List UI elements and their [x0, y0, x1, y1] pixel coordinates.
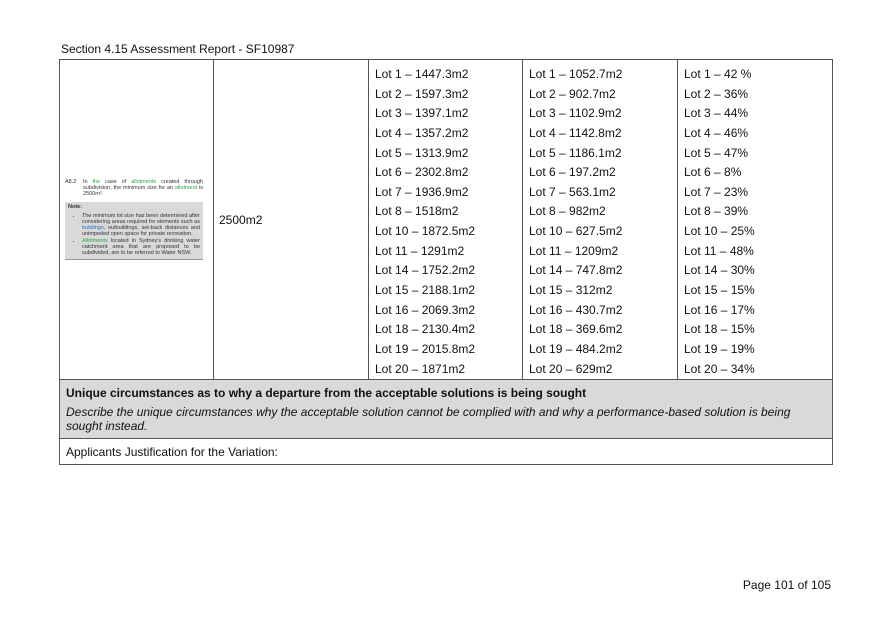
lot-entry: Lot 10 – 1872.5m2 — [375, 224, 476, 239]
lot-entry: Lot 6 – 2302.8m2 — [375, 165, 469, 180]
lot-entry: Lot 18 – 369.6m2 — [529, 322, 623, 337]
lot-entry: Lot 3 – 44% — [684, 106, 749, 121]
lot-entry: Lot 14 – 30% — [684, 263, 755, 278]
lot-entry: Lot 4 – 1357.2m2 — [375, 125, 469, 140]
lot-entry: Lot 2 – 902.7m2 — [529, 86, 616, 101]
unique-circumstances-cell — [60, 380, 833, 439]
clause-note — [65, 202, 203, 261]
clause-text: In the case of allotments created through subdivision, the minimum size for an allotment is 2500m². — [83, 179, 204, 198]
lot-entry: Lot 3 – 1397.1m2 — [375, 106, 469, 121]
lot-entry: Lot 1 – 1447.3m2 — [375, 67, 469, 81]
lot-entry: Lot 20 – 34% — [684, 361, 755, 376]
unique-heading: Unique circumstances as to why a departure from the acceptable solutions is being sought — [66, 386, 587, 401]
lot-entry: Lot 20 – 629m2 — [529, 361, 613, 376]
lot-shortfalls-list — [523, 60, 678, 380]
lot-entry: Lot 7 – 23% — [684, 184, 749, 199]
lot-entry: Lot 4 – 1142.8m2 — [529, 125, 622, 140]
lot-entry: Lot 2 – 1597.3m2 — [375, 86, 469, 101]
lot-entry: Lot 14 – 1752.2m2 — [375, 263, 476, 278]
lot-entry: Lot 19 – 484.2m2 — [529, 341, 623, 356]
variation-table — [59, 59, 833, 465]
lot-entry: Lot 16 – 17% — [684, 302, 755, 317]
lot-entry: Lot 19 – 19% — [684, 341, 755, 356]
lot-entry: Lot 5 – 1186.1m2 — [529, 145, 622, 160]
lot-entry: Lot 11 – 48% — [684, 243, 754, 258]
lot-entry: Lot 4 – 46% — [684, 125, 749, 140]
report-header: Section 4.15 Assessment Report - SF10987 — [61, 42, 295, 56]
lot-entry: Lot 16 – 2069.3m2 — [375, 302, 476, 317]
lot-entry: Lot 7 – 1936.9m2 — [375, 184, 469, 199]
lot-entry: Lot 15 – 2188.1m2 — [375, 283, 476, 298]
note-title: Note: — [68, 203, 83, 210]
clause-number: A8.2 — [65, 179, 77, 185]
lot-entry: Lot 10 – 25% — [684, 224, 755, 239]
lot-entry: Lot 7 – 563.1m2 — [529, 184, 616, 199]
clause-cell — [60, 60, 214, 380]
lot-data-row — [60, 60, 833, 380]
lot-areas-list — [369, 60, 523, 380]
lot-entry: Lot 8 – 982m2 — [529, 204, 606, 219]
lot-entry: Lot 11 – 1209m2 — [529, 243, 619, 258]
lot-entry: Lot 18 – 15% — [684, 322, 755, 337]
lot-entry: Lot 2 – 36% — [684, 86, 749, 101]
lot-entry: Lot 8 – 39% — [684, 204, 749, 219]
lot-entry: Lot 16 – 430.7m2 — [529, 302, 623, 317]
unique-description: Describe the unique circumstances why the acceptable solution cannot be complied with and why a performance-based solution is being sought instead. — [66, 405, 791, 433]
lot-entry: Lot 18 – 2130.4m2 — [375, 322, 476, 337]
page-number: Page 101 of 105 — [742, 578, 831, 592]
note-bullet: • Allotments located in Sydney's drinking water catchment area that are proposed to be subdivided, are to be referred to Water NSW. — [82, 238, 200, 257]
lot-percentages-list — [678, 60, 833, 380]
lot-entry: Lot 6 – 197.2m2 — [529, 165, 616, 180]
lot-entry: Lot 6 – 8% — [684, 165, 742, 180]
lot-entry: Lot 15 – 15% — [684, 283, 755, 298]
note-bullet: • The minimum lot size has been determined after considering areas required for elements such as buildings, outbuildings, set-back distances and unimpeded open space for private recreation. — [82, 213, 200, 238]
lot-entry: Lot 1 – 42 % — [684, 67, 752, 81]
lot-entry: Lot 14 – 747.8m2 — [529, 263, 623, 278]
lot-entry: Lot 19 – 2015.8m2 — [375, 341, 476, 356]
lot-entry: Lot 20 – 1871m2 — [375, 361, 466, 376]
lot-entry: Lot 11 – 1291m2 — [375, 243, 465, 258]
clause-image — [65, 179, 203, 260]
lot-entry: Lot 1 – 1052.7m2 — [529, 67, 623, 81]
minimum-size-cell: 2500m2 — [214, 60, 369, 380]
lot-entry: Lot 8 – 1518m2 — [375, 204, 459, 219]
lot-entry: Lot 15 – 312m2 — [529, 283, 613, 298]
lot-entry: Lot 5 – 47% — [684, 145, 749, 160]
applicant-justification-cell: Applicants Justification for the Variation: — [60, 439, 833, 465]
lot-entry: Lot 10 – 627.5m2 — [529, 224, 623, 239]
lot-entry: Lot 5 – 1313.9m2 — [375, 145, 469, 160]
lot-entry: Lot 3 – 1102.9m2 — [529, 106, 622, 121]
